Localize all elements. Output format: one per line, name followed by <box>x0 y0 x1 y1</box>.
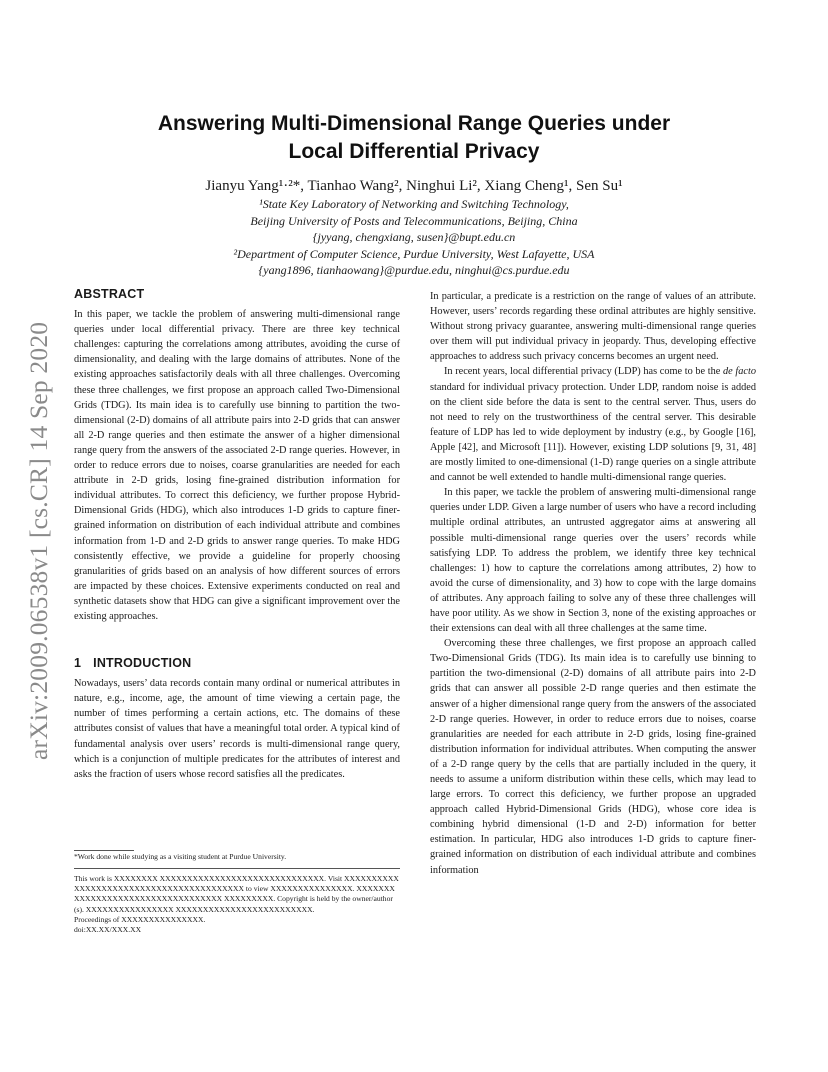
affiliations <box>70 196 758 279</box>
right-paragraph-2 <box>430 364 756 485</box>
author-list: Jianyu Yang¹·²*, Tianhao Wang², Ninghui Li², Xiang Cheng¹, Sen Su¹ <box>205 178 623 194</box>
copyright-block <box>74 874 400 935</box>
section-number: 1 <box>74 656 82 671</box>
affiliation-2-name: ²Department of Computer Science, Purdue University, West Lafayette, USA <box>233 246 595 261</box>
ldp-text-a: In recent years, local differential privacy (LDP) has come to be the <box>444 366 724 378</box>
right-column <box>430 289 756 878</box>
right-paragraph-1: In particular, a predicate is a restriction on the range of values of an attribute. However, users’ records regarding these ordinal attributes are highly sensitive. Without strong privacy guarantee, answering multi-dimensional range queries over them will put individual privacy in jeopardy. Thus, developing effective approaches to address such privacy concerns becomes an urgent need. <box>430 291 756 363</box>
affiliation-1-emails: {jyyang, chengxiang, susen}@bupt.edu.cn <box>312 230 516 244</box>
affiliation-1-name: ¹State Key Laboratory of Networking and Switching Technology, <box>259 197 569 211</box>
abstract-heading: ABSTRACT <box>74 287 145 301</box>
left-column <box>74 287 400 782</box>
intro-paragraph-1: Nowadays, users’ data records contain many ordinal or numerical attributes in nature, e.g., income, age, the amount of time viewing a certain page, the number of times performing a certain actions, etc. The domains of these attributes consist of values that have a meaningful total order. A typical kind of fundamental analysis over users’ records is multi-dimensional range query, which is a conjunction of multiple predicates for the attributes of interest and asks the fraction of users whose record satisfies all the predicates. <box>74 678 400 780</box>
title-line-2: Local Differential Privacy <box>288 140 540 163</box>
title-line-1: Answering Multi-Dimensional Range Queries under <box>157 112 671 135</box>
arxiv-stamp: arXiv:2009.06538v1 [cs.CR] 14 Sep 2020 <box>24 321 53 760</box>
de-facto-emphasis: de facto <box>723 366 756 378</box>
section-title: INTRODUCTION <box>93 656 192 671</box>
affiliation-1-university: Beijing University of Posts and Telecommunications, Beijing, China <box>250 213 578 228</box>
abstract-text: In this paper, we tackle the problem of answering multi-dimensional range queries under local differential privacy. There are three key technical challenges: capturing the correlations among attributes, avoiding the curse of dimensionality, and dealing with the large domains of attributes. None of the existing approaches satisfactorily deals with all three challenges. Overcoming these three challenges, we first propose an approach called Two-Dimensional Grids (TDG). Its main idea is to carefully use binning to partition the two-dimensional (2-D) domains of all attribute pairs into 2-D grids that can answer all 2-D range queries and then estimate the answer of a higher dimensional range query from the answers of the associated 2-D range queries. However, in order to reduce errors due to noises, coarse granularities are needed for each attribute in 2-D grids, losing fine-grained distribution information for individual attributes. To correct this deficiency, we further propose Hybrid-Dimensional Grids (HDG), which also introduces 1-D grids to capture finer-grained information on distribution of each individual attribute and combines information from 1-D and 2-D grids to answer range queries. To make HDG consistently effective, we provide a guideline for properly choosing granularities of grids based on an analysis of how different sources of errors are impacted by these choices. Extensive experiments conducted on real and synthetic datasets show that HDG can give a significant improvement over the existing approaches. <box>74 309 400 622</box>
proceedings-line: Proceedings of XXXXXXXXXXXXXXX. <box>74 914 206 924</box>
doi-line: doi:XX.XX/XXX.XX <box>74 925 142 935</box>
right-paragraph-4: Overcoming these three challenges, we first propose an approach called Two-Dimensional Grids (TDG). Its main idea is to carefully use binning to partition the two-dimensional (2-D) domains of all attribute pairs into 2-D grids that can answer all possible 2-D range queries and then estimate the answer of a higher dimensional range query from the answers of the associated 2-D range queries. However, in order to reduce errors due to noises, coarse granularities are needed for each attribute in 2-D grids, losing fine-grained distribution information for individual attributes. When computing the answer of a 2-D range query by the cells that are partially included in the query, it needs to assume a uniform distribution within these cells, which may lead to large errors. To correct this deficiency, we further propose an upgraded approach called Hybrid-Dimensional Grids (HDG), whose core idea is combining hybrid dimensional (1-D and 2-D) information for better estimation. In particular, HDG also introduces 1-D grids to capture finer-grained information on distribution of each individual attribute and combines information <box>430 638 756 876</box>
copyright-rule <box>74 868 400 869</box>
affiliation-2-emails: {yang1896, tianhaowang}@purdue.edu, ninghui@cs.purdue.edu <box>258 263 570 277</box>
right-paragraph-3: In this paper, we tackle the problem of answering multi-dimensional range queries under LDP. Given a large number of users who have a record including multiple ordinal attributes, an untrusted aggregator aims at answering all possible multi-dimensional range queries over the users’ records while satisfying LDP. To address the problem, we identify three key technical challenges: 1) how to capture the correlations among attributes, 2) how to avoid the curse of dimensionality, and 3) how to cope with the large domains of attributes. Any approach failing to solve any of these three challenges will have poor utility. As we show in Section 3, none of the existing approaches or their extensions can deal with all three challenges at the same time. <box>430 487 756 635</box>
copyright-notice: This work is XXXXXXXX XXXXXXXXXXXXXXXXXXXXXXXXXXXXXX. Visit XXXXXXXXXXXXXXXXXXXXXXXXXXXXXXXXXXXXXXXXX to view XXXXXXXXXXXXXXX. XXXXXXXXXXXXXXXXXXXXXXXXXXXXXXXXXX XXXXXXXXX. Copyright is held by the owner/author(s). XXXXXXXXXXXXXXXX XXXXXXXXXXXXXXXXXXXXXXXXX. <box>74 874 399 914</box>
paper-title <box>70 110 758 166</box>
introduction-heading <box>74 656 400 671</box>
footnote-rule <box>74 850 134 851</box>
footnote: *Work done while studying as a visiting student at Purdue University. <box>74 852 287 861</box>
ldp-text-b: standard for individual privacy protection. Under LDP, random noise is added on the client side before the data is sent to the central server. Thus, users do not need to rely on the trustworthiness of the central server. This desirable feature of LDP has led to wide deployment by industry (e.g., by Google [16], Apple [42], and Microsoft [11]). However, existing LDP solutions [9, 31, 48] are mostly limited to one-dimensional (1-D) range queries on a single attribute and cannot be well extended to handle multi-dimensional range queries. <box>430 381 756 484</box>
